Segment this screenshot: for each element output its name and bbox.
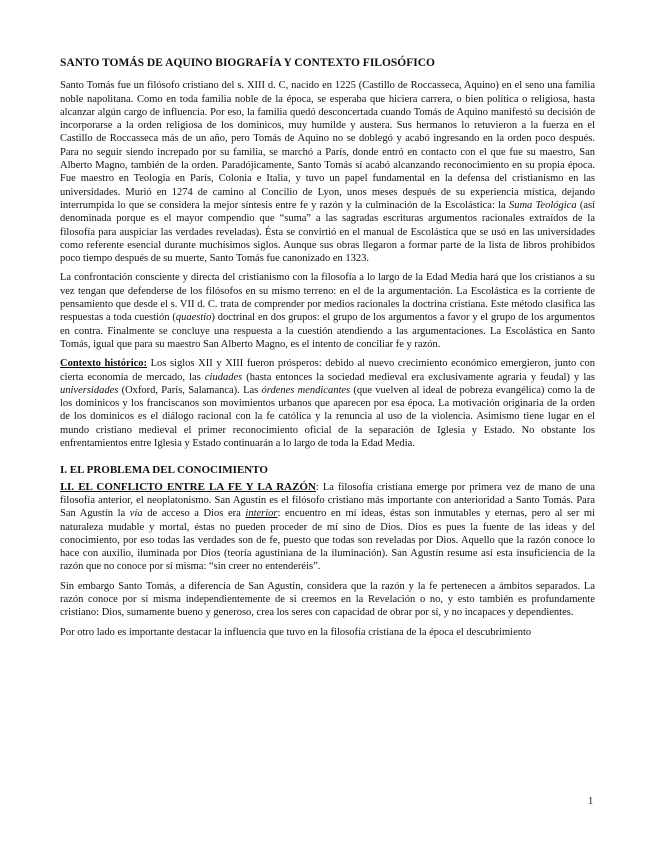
text-run: (Oxford, París, Salamanca). Las (118, 384, 262, 396)
text-run: Por otro lado es importante destacar la influencia que tuvo en la filosofía cristiana de la época el descubrimiento (60, 626, 532, 638)
text-run: : encuentro en mí ideas, éstas son inmutables y eternas, pero al ser mi naturaleza mudable y mortal, éstas no pueden proceder de mí sino de Dios. Dios es pues la fuente de las ideas y del conocimiento, por eso todas las verdades son de fe, puesto que todas son reveladas por Dios. Aquello que la razón conoce lo hace con auxilio, iluminada por Dios (teoría agustiniana de la iluminación). San Agustín resume así esta insuficiencia de la razón que no conoce por sí misma: “sin creer no entenderéis”. (60, 508, 595, 573)
page-content (60, 57, 595, 645)
text-run: La confrontación consciente y directa del cristianismo con la filosofía a lo largo de la Edad Media hará que los cristianos a su vez tengan que defenderse de los filósofos en su mismo terreno: en el de la argumentación. La Escolástica es la corriente de pensamiento que desde el s. VII d. C. trata de comprender por medios racionales la doctrina cristiana. Este método clasifica las respuestas a toda cuestión ( (60, 272, 595, 324)
body-paragraph (60, 357, 595, 450)
intro-paragraphs (60, 79, 595, 450)
body-paragraph (60, 580, 595, 620)
text-run: Sin embargo Santo Tomás, a diferencia de San Agustín, considera que la razón y la fe pertenecen a ámbitos separados. La razón conoce por sí misma independientemente de si creemos en la Revelación o no, y esto también es profundamente cristiano: Dios, sumamente bueno y generoso, crea los seres con capacidad de obrar por sí, y no incapaces y dependientes. (60, 580, 595, 619)
document-title: SANTO TOMÁS DE AQUINO BIOGRAFÍA Y CONTEXTO FILOSÓFICO (60, 57, 435, 69)
body-paragraph (60, 271, 595, 351)
body-paragraph (60, 481, 595, 574)
page-number: 1 (588, 796, 594, 807)
text-run: interior (245, 508, 278, 520)
subsection-heading: I.I. EL CONFLICTO ENTRE LA FE Y LA RAZÓN (60, 480, 316, 493)
text-run: quaestio (175, 312, 212, 324)
text-run: vía (129, 508, 143, 520)
text-run: Los siglos XII y XIII fueron prósperos: debido al nuevo crecimiento económico emergieron, junto con cierta economía de mercado, las (60, 358, 596, 383)
text-run: órdenes mendicantes (261, 384, 351, 396)
text-run: (que vuelven al ideal de pobreza evangélica) como la de los dominicos y los franciscanos son movimientos urbanos que aparecen por esa época. La motivación originaria de la orden de los dominicos es el diálogo racional con la fe católica y la renuncia al uso de la violencia. Asimismo tiene lugar en el mundo cristiano medieval el primer reconocimiento oficial de la separación de Iglesia y Estado. No obstante los enfrentamientos entre Iglesia y Estado continuarán a lo largo de toda la Edad Media. (60, 384, 595, 450)
text-run: Contexto histórico: (60, 358, 148, 370)
text-run: (así denominada porque es el mayor compendio que “suma” a las sagradas escrituras argumentos racionales extraídos de la filosofía para auspiciar las verdades reveladas). Ésta se convirtió en el manual de Escolástica que se usó en las universidades como referente esencial durante muchísimos siglos. Aunque sus obras llegaron a formar parte de la lista de libros prohibidos poco tiempo después de su muerte, Santo Tomás fue canonizado en 1323. (60, 199, 595, 265)
text-run: Suma Teológica (508, 199, 577, 211)
text-run: ) doctrinal en dos grupos: el grupo de los argumentos a favor y el grupo de los argumentos en contra. Finalmente se concluye una respuesta a la cuestión atendiendo a las argumentaciones. La Escolástica en Santo Tomás, igual que para su maestro San Alberto Magno, es el intento de conciliar fe y razón. (60, 312, 595, 350)
text-run: de acceso a Dios era (142, 508, 246, 520)
section1-body (60, 481, 595, 639)
text-run: ciudades (204, 371, 243, 383)
text-run: universidades (60, 384, 119, 396)
text-run: (hasta entonces la sociedad medieval era exclusivamente agraria y feudal) y las (242, 371, 595, 383)
body-paragraph (60, 626, 595, 639)
text-run: Santo Tomás fue un filósofo cristiano del s. XIII d. C, nacido en 1225 (Castillo de Roccasseca, Aquino) en el seno una familia noble napolitana. Como en toda familia noble de la época, se esperaba que hiciera carrera, o bien política o religiosa, hasta alcanzar algún cargo de influencia. Por eso, la familia quedó desconcertada cuando Tomás de Aquino manifestó su decisión de incorporarse a la orden religiosa de los dominicos, muy humilde y austera. Sus hermanos lo retuvieron a la fuerza en el Castillo de Roccasseca más de un año, pero Tomás de Aquino no se doblegó y acabó ingresando en la orden poco después. Para no seguir siendo increpado por su familia, se marchó a París, donde entró en contacto con el que fue su maestro, San Alberto Magno, también de la orden. Paradójicamente, Santo Tomás sí acabó alcanzando reconocimiento en su propia época. Fue maestro en Teología en París, Colonia e Italia, y tuvo un papel fundamental en la defensa del cristianismo en las universidades. Murió en 1274 de camino al Concilio de Lyon, unos meses después de su experiencia mística, dejando interrumpida lo que se considera la mejor síntesis entre fe y razón y la culminación de la Escolástica: la (60, 80, 595, 211)
section-heading: I. EL PROBLEMA DEL CONOCIMIENTO (60, 464, 268, 477)
body-paragraph (60, 79, 595, 265)
text-run: : La filosofía cristiana emerge por primera vez de mano de una filosofía anterior, el neoplatonismo. San Agustín es el filósofo cristiano más importante con anterioridad a Santo Tomás. Para San Agustín la (60, 481, 595, 520)
